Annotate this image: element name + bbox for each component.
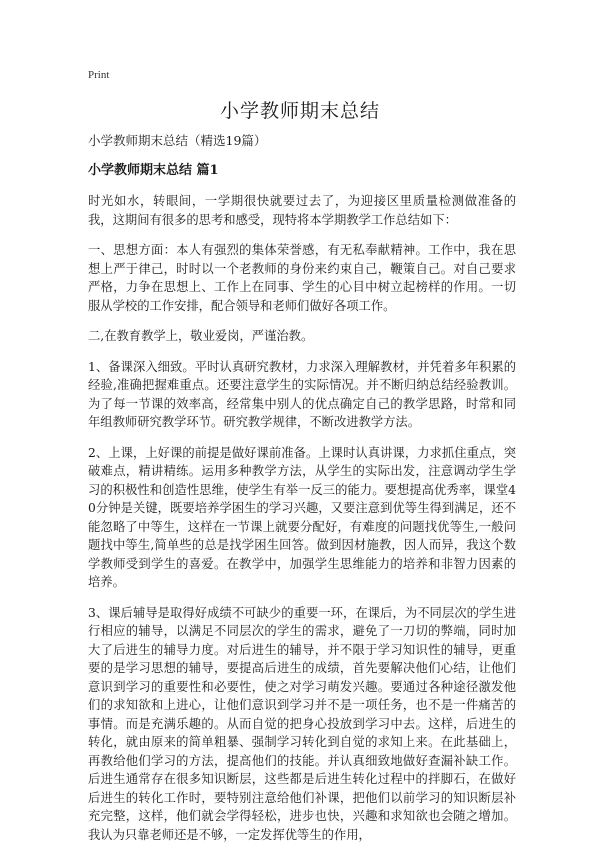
document-body	[88, 132, 516, 856]
paragraph: 2、上课，上好课的前提是做好课前准备。上课时认真讲课，力求抓住重点，突破难点，精讲精练。运用多种教学方法，从学生的实际出发，注意调动学生学习的积极性和创造性思维，使学生有举一反三的能力。要想提高优秀率，课堂40分钟是关键，既要培养学困生的学习兴趣，又要注意到优等生得到满足，还不能忽略了中等生，这样在一节课上就要分配好，有难度的问题找优等生,一般问题找中等生,简单些的总是找学困生回答。做到因材施教，因人而异，我这个数学教师受到学生的喜爱。在教学中，加强学生思维能力的培养和非智力因素的培养。	[88, 445, 516, 589]
document-subtitle: 小学教师期末总结（精选19篇）	[88, 133, 267, 148]
paragraph: 二,在教育教学上，敬业爱岗，严谨治教。	[88, 329, 314, 343]
document-title: 小学教师期末总结	[219, 100, 380, 122]
paragraph: 时光如水，转眼间，一学期很快就要过去了，为迎接区里质量检测做准备的我，这期间有很多的思考和感受，现特将本学期教学工作总结如下：	[88, 194, 516, 227]
paragraph: 1、备课深入细致。平时认真研究教材，力求深入理解教材，并凭着多年积累的经验,准确把握难重点。还要注意学生的实际情况。并不断归纳总结经验教训。为了每一节课的效率高，经常集中别人的优点确定自己的教学思路，时常和同年组教师研究教学环节。研究教学规律，不断改进教学方法。	[88, 359, 516, 429]
section-heading: 小学教师期末总结 篇1	[88, 163, 219, 178]
print-link[interactable]: Print	[88, 69, 110, 81]
paragraph: 3、课后辅导是取得好成绩不可缺少的重要一环，在课后，为不同层次的学生进行相应的辅导，以满足不同层次的学生的需求，避免了一刀切的弊端，同时加大了后进生的辅导力度。对后进生的辅导，并不限于学习知识性的辅导，更重要的是学习思想的辅导，要提高后进生的成绩，首先要解决他们心结，让他们意识到学习的重要性和必要性，使之对学习萌发兴趣。要通过各种途径激发他们的求知欲和上进心，让他们意识到学习并不是一项任务，也不是一件痛苦的事情。而是充满乐趣的。从而自觉的把身心投放到学习中去。这样，后进生的转化，就由原来的简单粗暴、强制学习转化到自觉的求知上来。在此基础上，再教给他们学习的方法，提高他们的技能。并认真细致地做好查漏补缺工作。后进生通常存在很多知识断层，这些都是后进生转化过程中的拌脚石，在做好后进生的转化工作时，要特别注意给他们补课，把他们以前学习的知识断层补充完整，这样，他们就会学得轻松，进步也快，兴趣和求知欲也会随之增加。我认为只靠老师还是不够，一定发挥优等生的作用，	[88, 605, 516, 842]
paragraph: 一、思想方面：本人有强烈的集体荣誉感，有无私奉献精神。工作中，我在思想上严于律己，时时以一个老教师的身份来约束自己，鞭策自己。对自己要求严格，力争在思想上、工作上在同事、学生的心目中树立起榜样的作用。一切服从学校的工作安排，配合领导和老师们做好各项工作。	[88, 243, 516, 313]
